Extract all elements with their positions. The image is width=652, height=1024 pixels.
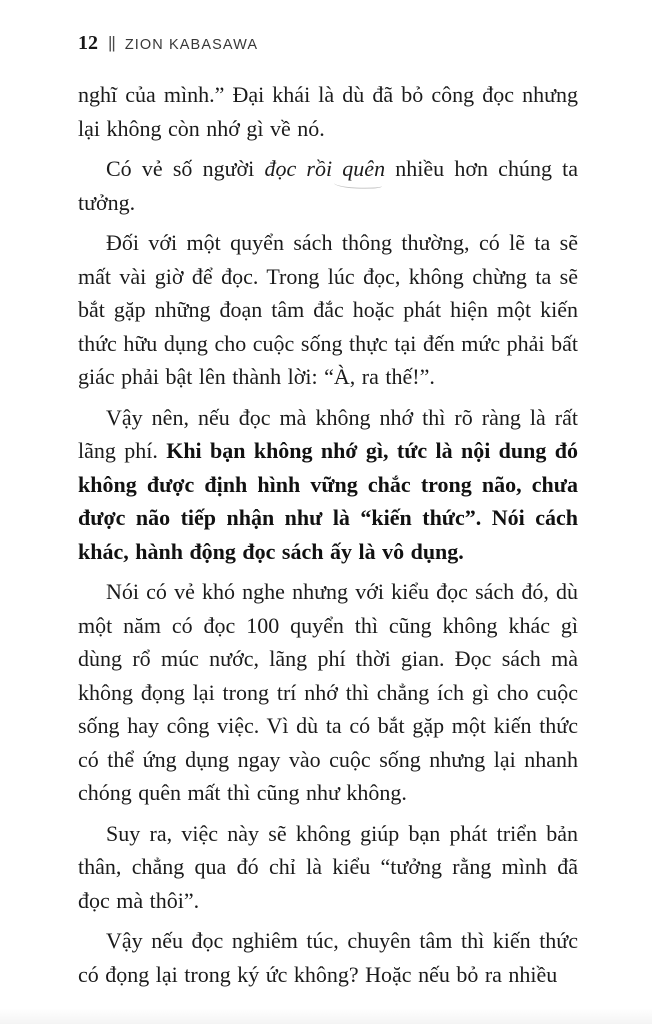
text-run: Suy ra, việc này sẽ không giúp bạn phát triển bản thân, chẳng qua đó chỉ là kiểu “tưởng rằng mình đã đọc mà thôi”. xyxy=(78,820,578,913)
paragraph xyxy=(78,152,578,219)
running-head: ZION KABASAWA xyxy=(124,37,259,53)
paragraph xyxy=(78,226,578,394)
text-run: Vậy nếu đọc nghiêm túc, chuyên tâm thì kiến thức có đọng lại trong ký ức không? Hoặc nếu bỏ ra nhiều xyxy=(78,928,578,987)
paragraph xyxy=(78,924,578,991)
text-run: Đối với một quyển sách thông thường, có lẽ ta sẽ mất vài giờ để đọc. Trong lúc đọc, không chừng ta sẽ bắt gặp những đoạn tâm đắc hoặc phát hiện một kiến thức hữu dụng cho cuộc sống thực tại đến mức phải bất giác phải bật lên thành lời: “À, ra thế!”. xyxy=(78,230,578,389)
header-separator: || xyxy=(108,33,115,52)
text-run: Vậy nên, nếu đọc mà không nhớ thì rõ ràng là rất lãng phí. xyxy=(78,404,578,463)
paragraph xyxy=(78,575,578,810)
bold-run: Khi bạn không nhớ gì, tức là nội dung đó không được định hình vững chắc trong não, chưa được não tiếp nhận như là “kiến thức”. Nói cách khác, hành động đọc sách ấy là vô dụng. xyxy=(78,438,578,564)
text-run: Nói có vẻ khó nghe nhưng với kiểu đọc sách đó, dù một năm có đọc 100 quyển thì cũng không khác gì dùng rổ múc nước, lãng phí thời gian. Đọc sách mà không đọng lại trong trí nhớ thì chẳng ích gì cho cuộc sống hay công việc. Vì dù ta có bắt gặp một kiến thức có thể ứng dụng ngay vào cuộc sống nhưng lại nhanh chóng quên mất thì cũng như không. xyxy=(78,579,578,805)
paragraph xyxy=(78,401,578,569)
text-run: Có vẻ số người xyxy=(106,156,265,181)
italic-run: đọc rồi quên xyxy=(264,156,386,181)
page-header xyxy=(78,32,258,55)
paragraph xyxy=(78,78,578,145)
text-run: nghĩ của mình.” Đại khái là dù đã bỏ công đọc nhưng lại không còn nhớ gì về nó. xyxy=(78,82,578,141)
paragraph xyxy=(78,817,578,918)
text-run: nhiều hơn chúng ta tưởng. xyxy=(78,156,579,215)
page-body xyxy=(78,78,578,998)
page-number: 12 xyxy=(78,32,98,54)
